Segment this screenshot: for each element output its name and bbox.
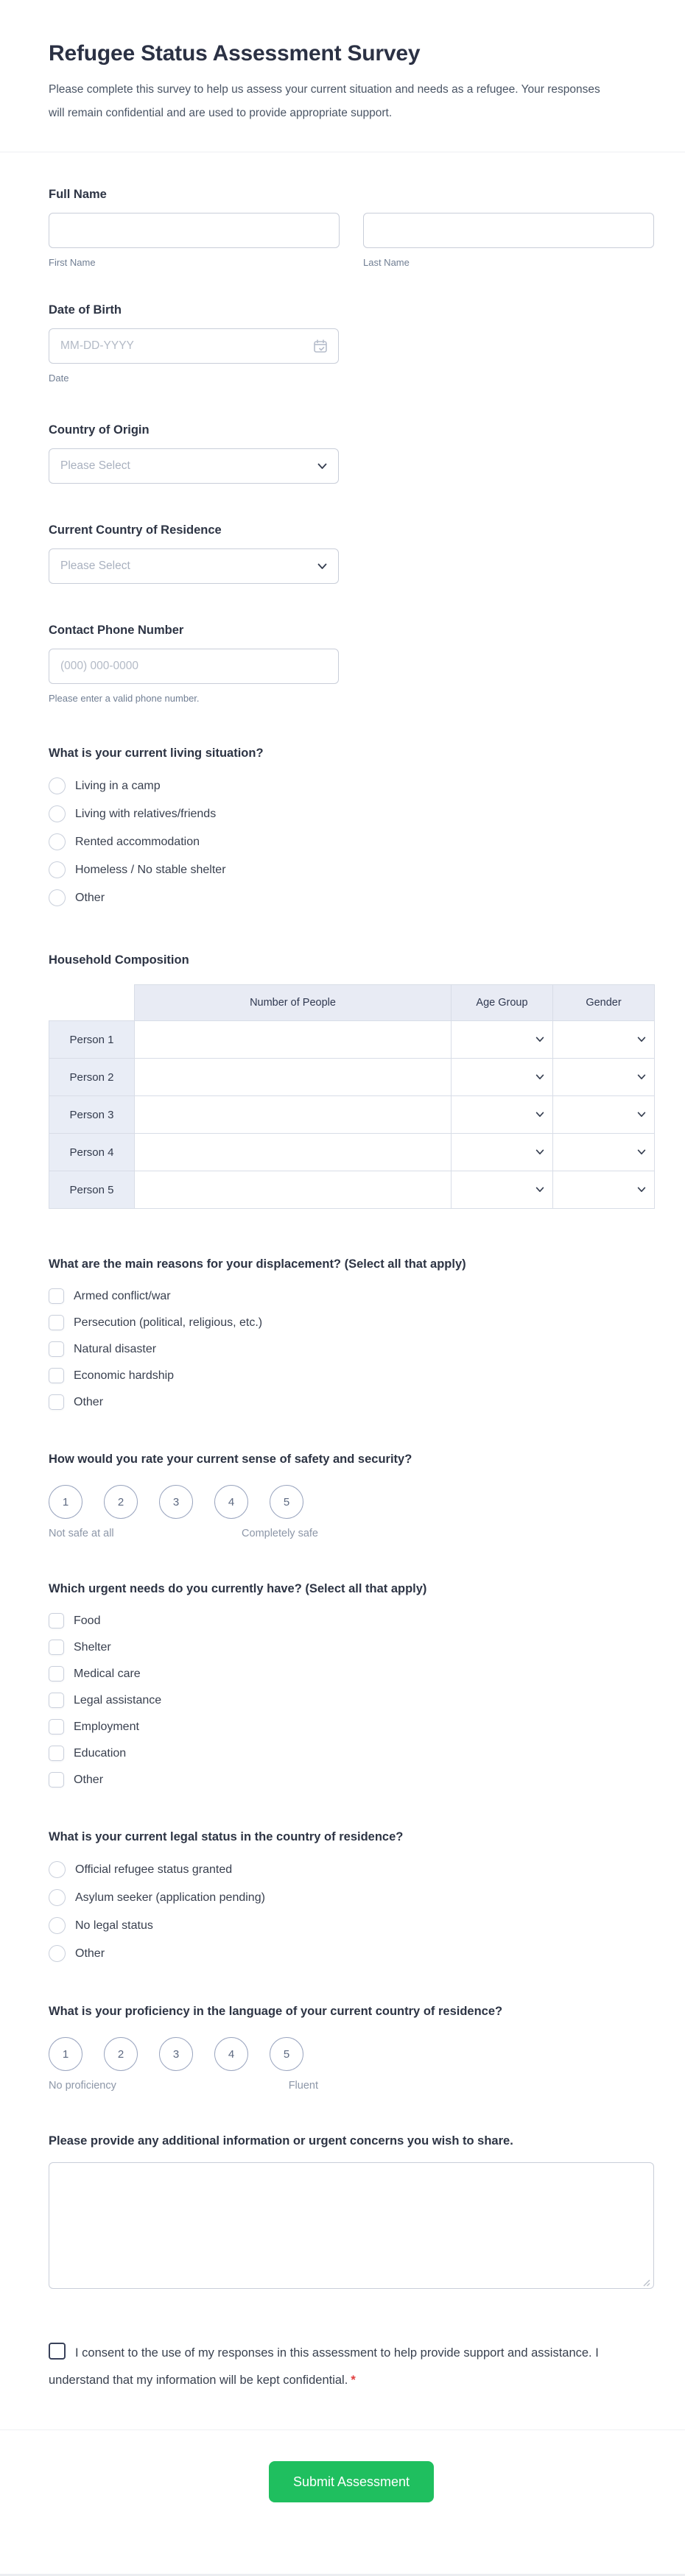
- living-option: [49, 805, 654, 822]
- displacement-option: [49, 1341, 654, 1357]
- option-label: Official refugee status granted: [75, 1863, 233, 1876]
- scale-option-1[interactable]: 1: [49, 2037, 82, 2071]
- first-name-sublabel: First Name: [49, 257, 96, 268]
- displacement-option: [49, 1368, 654, 1383]
- consent-row: [49, 2340, 610, 2394]
- checkbox[interactable]: [49, 1613, 64, 1628]
- column-header: Age Group: [452, 985, 553, 1021]
- legal-option: [49, 1945, 654, 1962]
- origin-select[interactable]: [49, 448, 339, 484]
- household-label: Household Composition: [49, 953, 189, 967]
- field-date-of-birth: [49, 302, 654, 384]
- table-row: [49, 1059, 655, 1096]
- needs-option: [49, 1719, 654, 1735]
- needs-option: [49, 1772, 654, 1788]
- dob-label: Date of Birth: [49, 303, 122, 317]
- chevron-down-icon: [535, 1074, 544, 1080]
- displacement-option: [49, 1315, 654, 1330]
- dob-sublabel: Date: [49, 373, 69, 384]
- living-option: [49, 777, 654, 794]
- scale-max-label: Fluent: [288, 2080, 318, 2092]
- language-scale: [49, 2037, 654, 2071]
- gender-select[interactable]: [553, 1171, 654, 1208]
- consent-text: I consent to the use of my responses in this assessment to help provide support and assistance. I understand that my information will be kept confidential.: [49, 2346, 599, 2387]
- row-header: Person 5: [49, 1171, 135, 1209]
- scale-option-5[interactable]: 5: [270, 1485, 303, 1519]
- needs-option: [49, 1613, 654, 1628]
- question-living-situation: [49, 745, 654, 906]
- scale-option-5[interactable]: 5: [270, 2037, 303, 2071]
- scale-option-2[interactable]: 2: [104, 2037, 138, 2071]
- required-asterisk: *: [351, 2374, 356, 2387]
- needs-option: [49, 1746, 654, 1761]
- option-label: Asylum seeker (application pending): [75, 1891, 265, 1904]
- field-country-origin: [49, 422, 654, 484]
- living-option: [49, 861, 654, 878]
- option-label: Rented accommodation: [75, 835, 200, 848]
- language-question-label: What is your proficiency in the language of your current country of residence?: [49, 2005, 503, 2018]
- submit-assessment-button[interactable]: Submit Assessment: [269, 2461, 434, 2502]
- age-group-select[interactable]: [452, 1059, 552, 1095]
- legal-option: [49, 1861, 654, 1878]
- checkbox[interactable]: [49, 1746, 64, 1761]
- question-safety: [49, 1451, 654, 1539]
- column-header: Gender: [553, 985, 655, 1021]
- radio-button[interactable]: [49, 1945, 66, 1962]
- table-corner-cell: [49, 985, 135, 1021]
- table-row: [49, 1096, 655, 1134]
- footer-divider: [0, 2429, 685, 2430]
- option-label: Economic hardship: [74, 1369, 175, 1382]
- number-of-people-input[interactable]: [135, 1171, 451, 1208]
- phone-sublabel: Please enter a valid phone number.: [49, 693, 200, 704]
- radio-button[interactable]: [49, 805, 66, 822]
- question-language: [49, 2003, 654, 2092]
- scale-option-2[interactable]: 2: [104, 1485, 138, 1519]
- option-label: Living in a camp: [75, 779, 161, 792]
- question-household: [49, 952, 654, 1209]
- phone-label: Contact Phone Number: [49, 624, 184, 637]
- field-full-name: [49, 186, 654, 268]
- chevron-down-icon: [637, 1149, 646, 1155]
- checkbox[interactable]: [49, 1640, 64, 1655]
- radio-button[interactable]: [49, 861, 66, 878]
- scale-option-1[interactable]: 1: [49, 1485, 82, 1519]
- option-label: Armed conflict/war: [74, 1289, 171, 1302]
- gender-select[interactable]: [553, 1096, 654, 1133]
- table-row: [49, 1021, 655, 1059]
- chevron-down-icon: [637, 1037, 646, 1042]
- field-country-residence: [49, 522, 654, 584]
- chevron-down-icon: [637, 1074, 646, 1080]
- checkbox[interactable]: [49, 1394, 64, 1410]
- radio-button[interactable]: [49, 777, 66, 794]
- table-row: [49, 1171, 655, 1209]
- consent-checkbox[interactable]: [49, 2343, 66, 2360]
- household-table: [49, 984, 655, 1209]
- chevron-down-icon: [535, 1112, 544, 1118]
- option-label: Living with relatives/friends: [75, 807, 217, 820]
- number-of-people-input[interactable]: [135, 1096, 451, 1133]
- radio-button[interactable]: [49, 889, 66, 906]
- option-label: Employment: [74, 1720, 139, 1733]
- living-option: [49, 833, 654, 850]
- age-group-select[interactable]: [452, 1096, 552, 1133]
- row-header: Person 2: [49, 1059, 135, 1096]
- radio-button[interactable]: [49, 833, 66, 850]
- checkbox[interactable]: [49, 1666, 64, 1682]
- resize-grip-icon[interactable]: [642, 2279, 650, 2287]
- option-label: Natural disaster: [74, 1342, 157, 1355]
- number-of-people-input[interactable]: [135, 1021, 451, 1058]
- chevron-down-icon: [637, 1112, 646, 1118]
- dob-input[interactable]: [49, 328, 339, 364]
- scale-option-3[interactable]: 3: [159, 1485, 193, 1519]
- option-label: Legal assistance: [74, 1693, 162, 1707]
- needs-option: [49, 1693, 654, 1708]
- scale-min-label: Not safe at all: [49, 1528, 114, 1539]
- option-label: Food: [74, 1614, 101, 1627]
- displacement-option: [49, 1394, 654, 1410]
- table-row: [49, 1134, 655, 1171]
- safety-scale: [49, 1485, 654, 1519]
- chevron-down-icon: [535, 1037, 544, 1042]
- option-label: Other: [75, 891, 105, 904]
- gender-select[interactable]: [553, 1021, 654, 1058]
- page-title: Refugee Status Assessment Survey: [49, 41, 421, 66]
- radio-button[interactable]: [49, 1861, 66, 1878]
- last-name-sublabel: Last Name: [363, 257, 410, 268]
- question-additional-info: [49, 2133, 654, 2293]
- chevron-down-icon: [535, 1149, 544, 1155]
- last-name-input[interactable]: [363, 213, 654, 248]
- age-group-select[interactable]: [452, 1171, 552, 1208]
- needs-option: [49, 1640, 654, 1655]
- displacement-option: [49, 1288, 654, 1304]
- option-label: Other: [75, 1947, 105, 1960]
- living-option: [49, 889, 654, 906]
- radio-button[interactable]: [49, 1889, 66, 1906]
- question-legal-status: [49, 1829, 654, 1962]
- option-label: Homeless / No stable shelter: [75, 863, 226, 876]
- chevron-down-icon: [317, 563, 327, 570]
- field-phone: [49, 622, 654, 704]
- checkbox[interactable]: [49, 1772, 64, 1788]
- origin-label: Country of Origin: [49, 423, 150, 437]
- question-needs: [49, 1581, 654, 1788]
- option-label: No legal status: [75, 1919, 153, 1932]
- legal-option: [49, 1917, 654, 1934]
- residence-select[interactable]: [49, 548, 339, 584]
- option-label: Shelter: [74, 1640, 111, 1654]
- checkbox[interactable]: [49, 1315, 64, 1330]
- scale-option-3[interactable]: 3: [159, 2037, 193, 2071]
- row-header: Person 1: [49, 1021, 135, 1059]
- needs-option: [49, 1666, 654, 1682]
- scale-option-4[interactable]: 4: [214, 1485, 248, 1519]
- safety-question-label: How would you rate your current sense of safety and security?: [49, 1453, 412, 1466]
- residence-select-placeholder: Please Select: [60, 560, 130, 572]
- checkbox[interactable]: [49, 1693, 64, 1708]
- option-label: Medical care: [74, 1667, 141, 1680]
- scale-option-4[interactable]: 4: [214, 2037, 248, 2071]
- checkbox[interactable]: [49, 1288, 64, 1304]
- question-displacement: [49, 1256, 654, 1410]
- living-question-label: What is your current living situation?: [49, 747, 264, 760]
- row-header: Person 4: [49, 1134, 135, 1171]
- calendar-icon[interactable]: [312, 338, 329, 354]
- radio-button[interactable]: [49, 1917, 66, 1934]
- age-group-select[interactable]: [452, 1134, 552, 1171]
- age-group-select[interactable]: [452, 1021, 552, 1058]
- checkbox[interactable]: [49, 1368, 64, 1383]
- checkbox[interactable]: [49, 1341, 64, 1357]
- number-of-people-input[interactable]: [135, 1059, 451, 1095]
- first-name-input[interactable]: [49, 213, 340, 248]
- checkbox[interactable]: [49, 1719, 64, 1735]
- additional-info-textarea[interactable]: [49, 2162, 654, 2289]
- scale-min-label: No proficiency: [49, 2080, 116, 2092]
- full-name-label: Full Name: [49, 188, 107, 201]
- chevron-down-icon: [317, 463, 327, 470]
- column-header: Number of People: [135, 985, 452, 1021]
- row-header: Person 3: [49, 1096, 135, 1134]
- displacement-question-label: What are the main reasons for your displacement? (Select all that apply): [49, 1257, 466, 1271]
- gender-select[interactable]: [553, 1134, 654, 1171]
- additional-info-label: Please provide any additional information or urgent concerns you wish to share.: [49, 2134, 513, 2148]
- chevron-down-icon: [637, 1187, 646, 1193]
- needs-question-label: Which urgent needs do you currently have? (Select all that apply): [49, 1582, 427, 1595]
- origin-select-placeholder: Please Select: [60, 459, 130, 472]
- scale-max-label: Completely safe: [242, 1528, 318, 1539]
- gender-select[interactable]: [553, 1059, 654, 1095]
- option-label: Other: [74, 1773, 104, 1786]
- legal-option: [49, 1889, 654, 1906]
- option-label: Education: [74, 1746, 127, 1760]
- page-description: Please complete this survey to help us assess your current situation and needs as a refugee. Your responses will remain confidential and are used to provide appropriate support.: [49, 83, 600, 119]
- number-of-people-input[interactable]: [135, 1134, 451, 1171]
- residence-label: Current Country of Residence: [49, 523, 222, 537]
- option-label: Persecution (political, religious, etc.): [74, 1316, 263, 1329]
- phone-input[interactable]: [49, 649, 339, 684]
- option-label: Other: [74, 1395, 104, 1408]
- legal-question-label: What is your current legal status in the country of residence?: [49, 1830, 404, 1843]
- chevron-down-icon: [535, 1187, 544, 1193]
